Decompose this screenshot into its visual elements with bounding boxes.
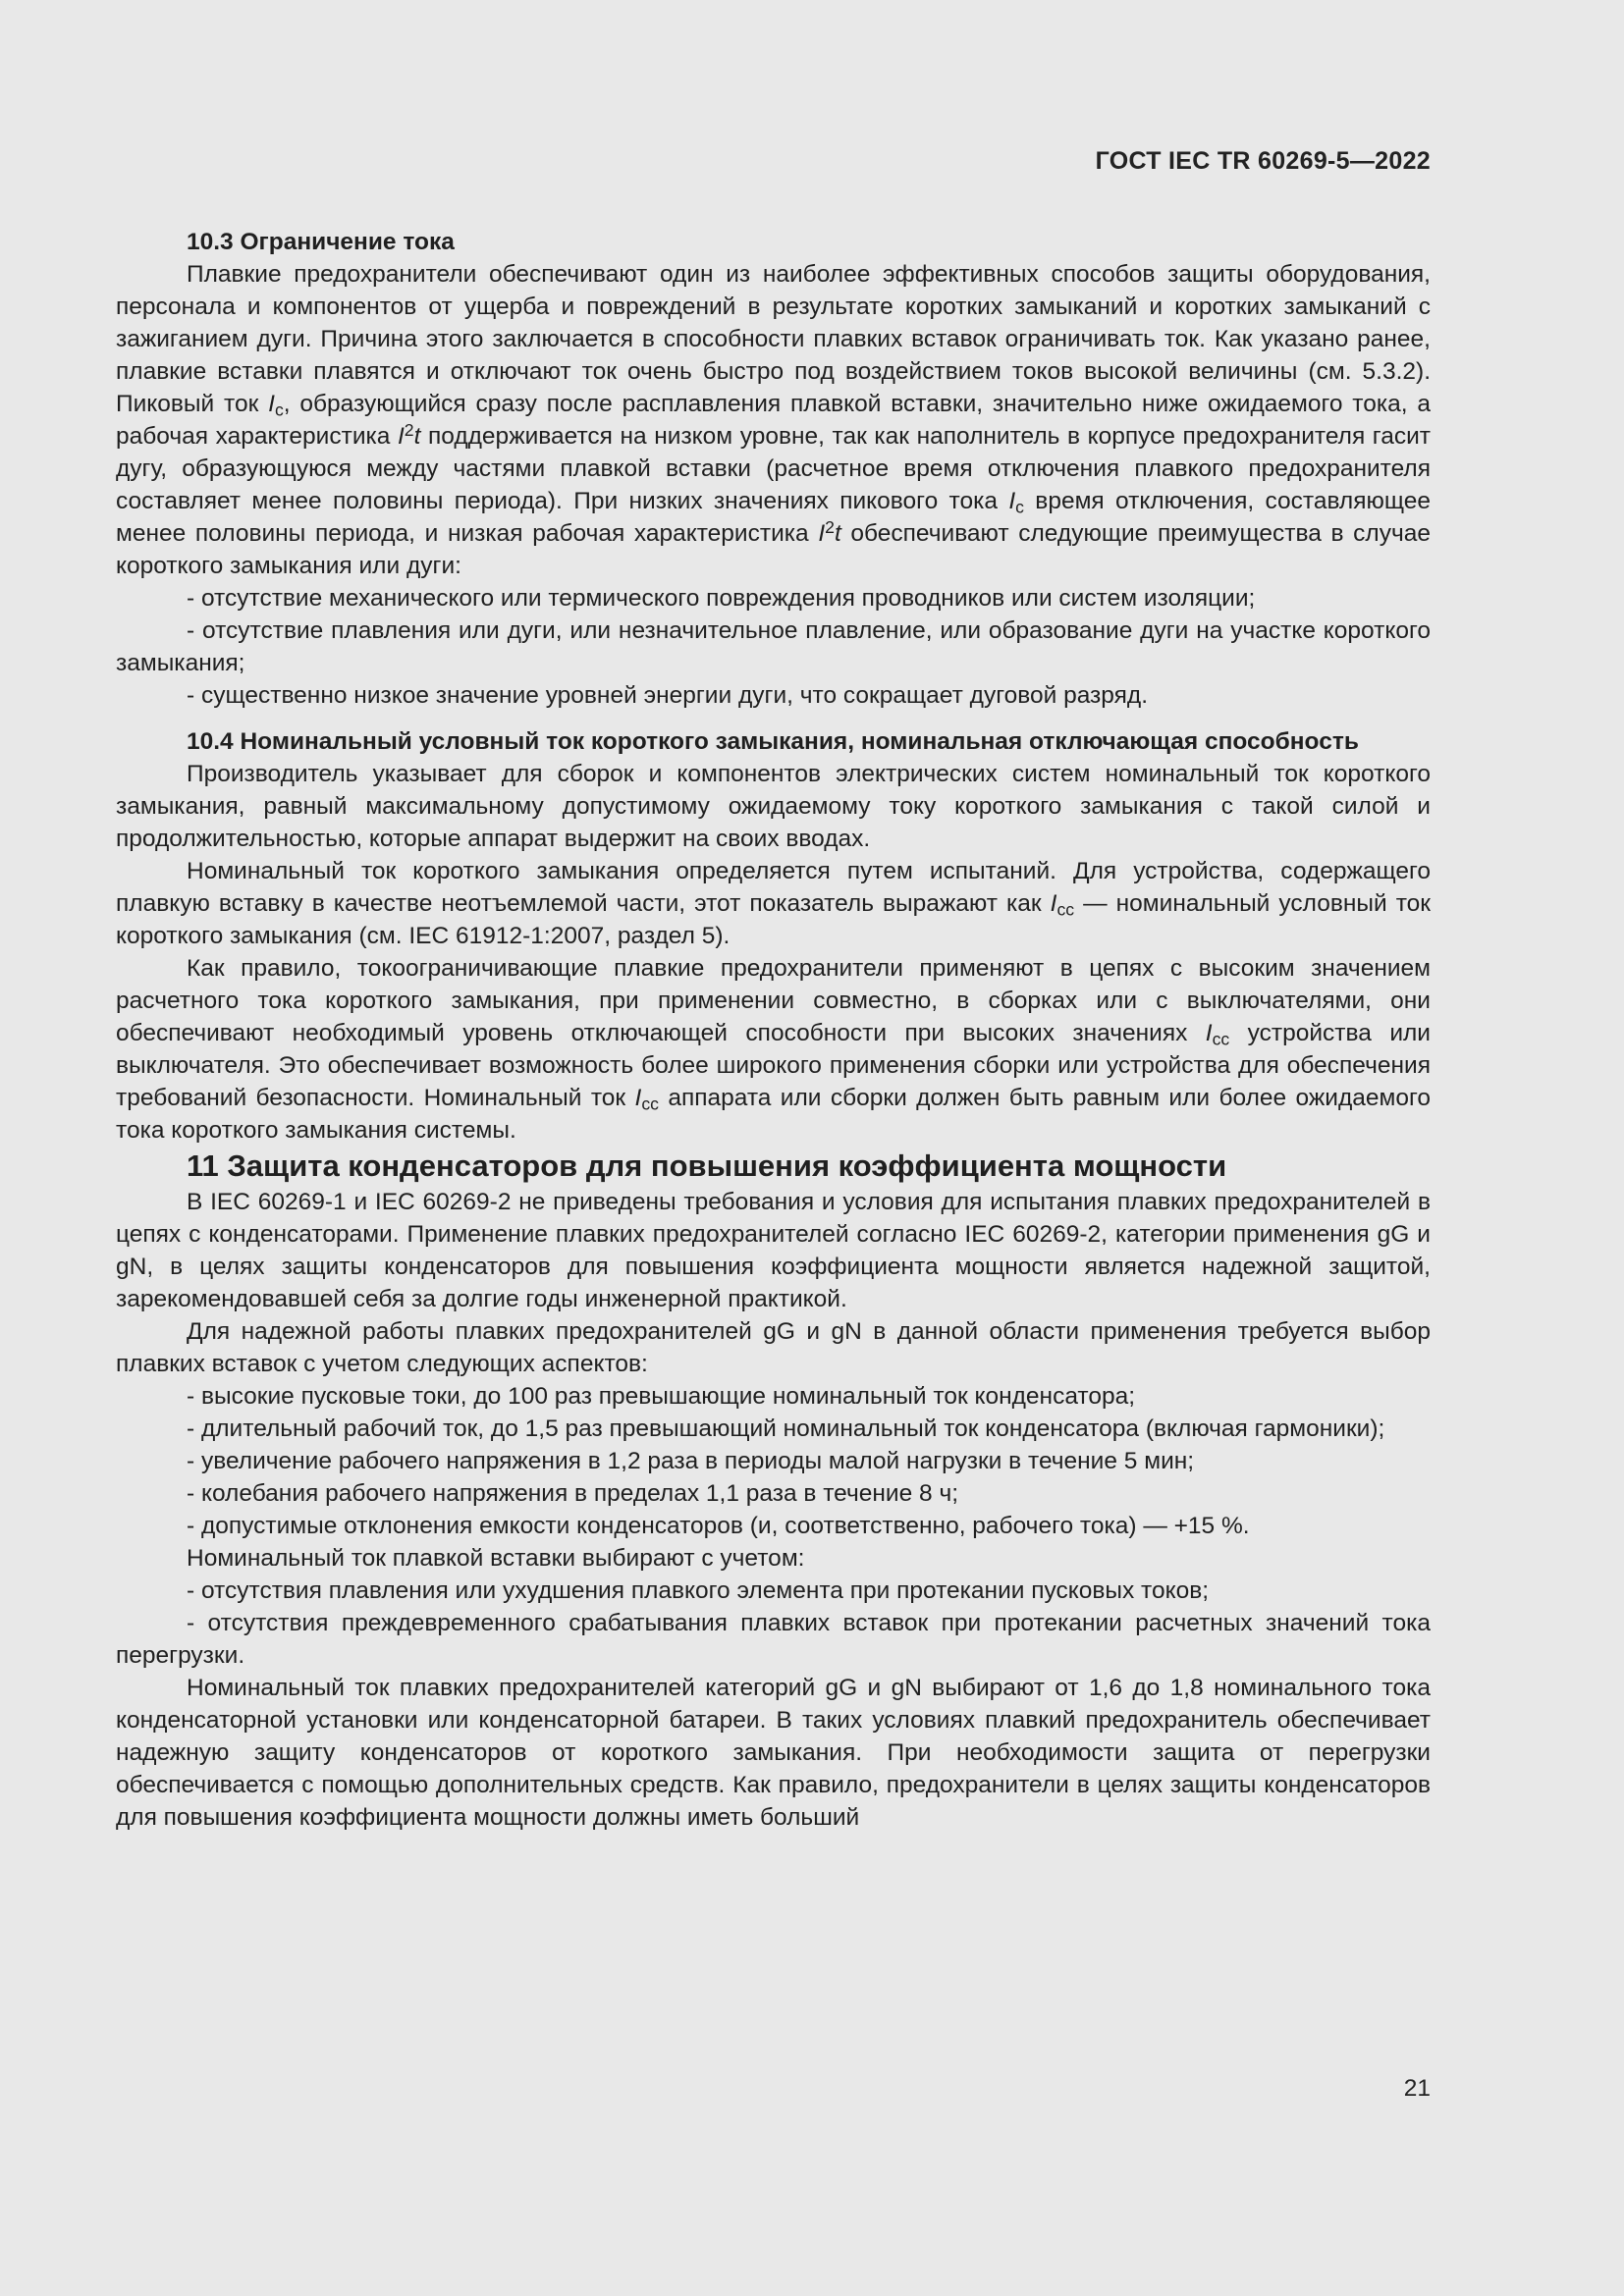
list-item: - увеличение рабочего напряжения в 1,2 раза в периоды малой нагрузки в течение 5 мин; bbox=[187, 1448, 1195, 1474]
list-item: - колебания рабочего напряжения в пределах 1,1 раза в течение 8 ч; bbox=[187, 1480, 959, 1507]
list-item: - отсутствие плавления или дуги, или незначительное плавление, или образование дуги на участке короткого замыкания; bbox=[116, 617, 1431, 676]
section-11-paragraph: Для надежной работы плавких предохранителей gG и gN в данной области применения требуется выбор плавких вставок с учетом следующих аспектов: bbox=[116, 1318, 1431, 1377]
list-item: - отсутствие механического или термического повреждения проводников или систем изоляции; bbox=[187, 585, 1256, 612]
list-item: - отсутствия преждевременного срабатывания плавких вставок при протекании расчетных значений тока перегрузки. bbox=[116, 1610, 1431, 1669]
list-item: - длительный рабочий ток, до 1,5 раз превышающий номинальный ток конденсатора (включая гармоники); bbox=[187, 1415, 1385, 1442]
standard-header: ГОСТ IEC TR 60269-5—2022 bbox=[1095, 147, 1431, 175]
section-10-3-title: 10.3 Ограничение тока bbox=[187, 229, 455, 255]
section-11-paragraph: Номинальный ток плавких предохранителей категорий gG и gN выбирают от 1,6 до 1,8 номинального тока конденсаторной установки или конденсаторной батареи. В таких условиях плавкий предохранитель обеспечивает надежную защиту конденсаторов от короткого замыкания. При необходимости защита от перегрузки обеспечивается с помощью дополнительных средств. Как правило, предохранители в целях защиты конденсаторов для повышения коэффициента мощности должны иметь больший bbox=[116, 1675, 1431, 1831]
section-10-4-paragraph: Как правило, токоограничивающие плавкие предохранители применяют в цепях с высоким значением расчетного тока короткого замыкания, при применении совместно, в сборках или с выключателями, они обеспечивают необходимый уровень отключающей способности при высоких значениях Icc устройства или выключателя. Это обеспечивает возможность более широкого применения сборки или устройства для обеспечения требований безопасности. Номинальный ток Icc аппарата или сборки должен быть равным или более ожидаемого тока короткого замыкания системы. bbox=[116, 955, 1431, 1144]
section-11-paragraph: Номинальный ток плавкой вставки выбирают с учетом: bbox=[187, 1545, 805, 1572]
page-content bbox=[116, 226, 1431, 1834]
page-number: 21 bbox=[1403, 2075, 1431, 2102]
section-11-paragraph: В IEC 60269-1 и IEC 60269-2 не приведены требования и условия для испытания плавких предохранителей в цепях с конденсаторами. Применение плавких предохранителей согласно IEC 60269-2, категории применения gG и gN, в целях защиты конденсаторов для повышения коэффициента мощности является надежной защитой, зарекомендовавшей себя за долгие годы инженерной практикой. bbox=[116, 1189, 1431, 1312]
list-item: - существенно низкое значение уровней энергии дуги, что сокращает дуговой разряд. bbox=[187, 682, 1149, 709]
list-item: - отсутствия плавления или ухудшения плавкого элемента при протекании пусковых токов; bbox=[187, 1577, 1210, 1604]
list-item: - высокие пусковые токи, до 100 раз превышающие номинальный ток конденсатора; bbox=[187, 1383, 1136, 1410]
section-10-4-title: 10.4 Номинальный условный ток короткого замыкания, номинальная отключающая способность bbox=[187, 728, 1359, 755]
section-10-3-paragraph: Плавкие предохранители обеспечивают один из наиболее эффективных способов защиты оборудования, персонала и компонентов от ущерба и повреждений в результате коротких замыканий и коротких замыканий с зажиганием дуги. Причина этого заключается в способности плавких вставок ограничивать ток. Как указано ранее, плавкие вставки плавятся и отключают ток очень быстро под воздействием токов высокой величины (см. 5.3.2). Пиковый ток Ic, образующийся сразу после расплавления плавкой вставки, значительно ниже ожидаемого тока, а рабочая характеристика $I^2t$ поддерживается на низком уровне, так как наполнитель в корпусе предохранителя гасит дугу, образующуюся между частями плавкой вставки (расчетное время отключения плавкого предохранителя составляет менее половины периода). При низких значениях пикового тока Ic время отключения, составляющее менее половины периода, и низкая рабочая характеристика $I^2t$ обеспечивают следующие преимущества в случае короткого замыкания или дуги: bbox=[116, 261, 1431, 579]
list-item: - допустимые отклонения емкости конденсаторов (и, соответственно, рабочего тока) — +15 %. bbox=[187, 1513, 1250, 1539]
section-11-title: 11 Защита конденсаторов для повышения коэффициента мощности bbox=[187, 1148, 1227, 1183]
section-10-4-paragraph: Номинальный ток короткого замыкания определяется путем испытаний. Для устройства, содержащего плавкую вставку в качестве неотъемлемой части, этот показатель выражают как Icc — номинальный условный ток короткого замыкания (см. IEC 61912-1:2007, раздел 5). bbox=[116, 858, 1431, 949]
section-10-4-paragraph: Производитель указывает для сборок и компонентов электрических систем номинальный ток короткого замыкания, равный максимальному допустимому ожидаемому току короткого замыкания с такой силой и продолжительностью, которые аппарат выдержит на своих вводах. bbox=[116, 761, 1431, 852]
